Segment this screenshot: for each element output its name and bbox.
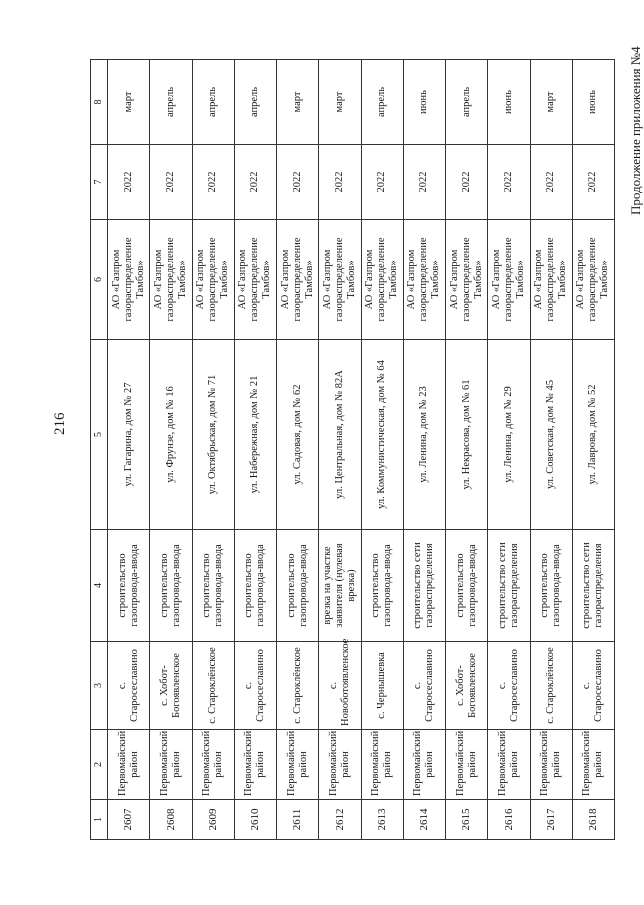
address-cell: ул. Лаврова, дом № 52: [572, 340, 614, 530]
address-cell: ул. Некрасова, дом № 61: [446, 340, 488, 530]
column-header: 8: [91, 60, 108, 145]
column-header: 1: [91, 800, 108, 840]
work-type-cell: строительство сети газораспределения: [572, 530, 614, 642]
work-type-cell: строительство газопровода-ввода: [108, 530, 150, 642]
document-table: [90, 59, 615, 840]
work-type-cell: строительство газопровода-ввода: [150, 530, 192, 642]
district-cell: Первомайский район: [192, 730, 234, 800]
address-cell: ул. Ленина, дом № 23: [403, 340, 445, 530]
address-cell: ул. Советская, дом № 45: [530, 340, 572, 530]
row-number: 2616: [488, 800, 530, 840]
district-cell: Первомайский район: [361, 730, 403, 800]
address-cell: ул. Набережная, дом № 21: [234, 340, 276, 530]
year-cell: 2022: [530, 145, 572, 220]
district-cell: Первомайский район: [319, 730, 361, 800]
page-number: 216: [52, 412, 68, 435]
settlement-cell: с. Староклёнское: [277, 642, 319, 730]
work-type-cell: строительство сети газораспределения: [403, 530, 445, 642]
district-cell: Первомайский район: [234, 730, 276, 800]
year-cell: 2022: [192, 145, 234, 220]
work-type-cell: строительство сети газораспределения: [488, 530, 530, 642]
year-cell: 2022: [361, 145, 403, 220]
year-cell: 2022: [234, 145, 276, 220]
settlement-cell: с. Староклёнское: [530, 642, 572, 730]
settlement-cell: с. Старосеславино: [572, 642, 614, 730]
district-cell: Первомайский район: [488, 730, 530, 800]
work-type-cell: строительство газопровода-ввода: [234, 530, 276, 642]
table-row: [488, 60, 530, 840]
month-cell: июнь: [572, 60, 614, 145]
work-type-cell: врезка на участке заявителя (нулевая врезка): [319, 530, 361, 642]
month-cell: июнь: [403, 60, 445, 145]
month-cell: апрель: [446, 60, 488, 145]
year-cell: 2022: [572, 145, 614, 220]
continuation-title: Продолжение приложения №4: [628, 46, 643, 215]
document-table-container: [90, 60, 615, 840]
settlement-cell: с. Старосеславино: [488, 642, 530, 730]
table-row: [572, 60, 614, 840]
month-cell: март: [530, 60, 572, 145]
work-type-cell: строительство газопровода-ввода: [446, 530, 488, 642]
organization-cell: АО «Газпром газораспределение Тамбов»: [488, 220, 530, 340]
year-cell: 2022: [277, 145, 319, 220]
work-type-cell: строительство газопровода-ввода: [530, 530, 572, 642]
organization-cell: АО «Газпром газораспределение Тамбов»: [234, 220, 276, 340]
row-number: 2613: [361, 800, 403, 840]
work-type-cell: строительство газопровода-ввода: [192, 530, 234, 642]
row-number: 2607: [108, 800, 150, 840]
table-row: [530, 60, 572, 840]
row-number: 2609: [192, 800, 234, 840]
work-type-cell: строительство газопровода-ввода: [361, 530, 403, 642]
address-cell: ул. Гагарина, дом № 27: [108, 340, 150, 530]
row-number: 2611: [277, 800, 319, 840]
settlement-cell: с. Старосеславино: [403, 642, 445, 730]
month-cell: апрель: [192, 60, 234, 145]
row-number: 2610: [234, 800, 276, 840]
settlement-cell: с. Хобот-Богоявленское: [150, 642, 192, 730]
settlement-cell: с. Чернышевка: [361, 642, 403, 730]
district-cell: Первомайский район: [277, 730, 319, 800]
column-header: 3: [91, 642, 108, 730]
month-cell: апрель: [150, 60, 192, 145]
table-row: [192, 60, 234, 840]
organization-cell: АО «Газпром газораспределение Тамбов»: [530, 220, 572, 340]
address-cell: ул. Коммунистическая, дом № 64: [361, 340, 403, 530]
table-header-row: [91, 60, 108, 840]
column-header: 6: [91, 220, 108, 340]
organization-cell: АО «Газпром газораспределение Тамбов»: [361, 220, 403, 340]
table-row: [403, 60, 445, 840]
address-cell: ул. Центральная, дом № 82А: [319, 340, 361, 530]
table-row: [277, 60, 319, 840]
table-row: [361, 60, 403, 840]
month-cell: июнь: [488, 60, 530, 145]
year-cell: 2022: [108, 145, 150, 220]
district-cell: Первомайский район: [150, 730, 192, 800]
month-cell: март: [108, 60, 150, 145]
row-number: 2615: [446, 800, 488, 840]
organization-cell: АО «Газпром газораспределение Тамбов»: [403, 220, 445, 340]
address-cell: ул. Фрунзе, дом № 16: [150, 340, 192, 530]
year-cell: 2022: [446, 145, 488, 220]
table-row: [319, 60, 361, 840]
row-number: 2614: [403, 800, 445, 840]
settlement-cell: с. Новоботоявленское: [319, 642, 361, 730]
month-cell: март: [319, 60, 361, 145]
work-type-cell: строительство газопровода-ввода: [277, 530, 319, 642]
month-cell: апрель: [361, 60, 403, 145]
table-row: [150, 60, 192, 840]
year-cell: 2022: [403, 145, 445, 220]
row-number: 2608: [150, 800, 192, 840]
organization-cell: АО «Газпром газораспределение Тамбов»: [108, 220, 150, 340]
column-header: 5: [91, 340, 108, 530]
district-cell: Первомайский район: [572, 730, 614, 800]
table-row: [446, 60, 488, 840]
organization-cell: АО «Газпром газораспределение Тамбов»: [192, 220, 234, 340]
row-number: 2618: [572, 800, 614, 840]
organization-cell: АО «Газпром газораспределение Тамбов»: [572, 220, 614, 340]
address-cell: ул. Ленина, дом № 29: [488, 340, 530, 530]
address-cell: ул. Октябрьская, дом № 71: [192, 340, 234, 530]
row-number: 2617: [530, 800, 572, 840]
table-row: [234, 60, 276, 840]
district-cell: Первомайский район: [530, 730, 572, 800]
organization-cell: АО «Газпром газораспределение Тамбов»: [446, 220, 488, 340]
row-number: 2612: [319, 800, 361, 840]
settlement-cell: с. Старосеславино: [234, 642, 276, 730]
column-header: 4: [91, 530, 108, 642]
month-cell: апрель: [234, 60, 276, 145]
settlement-cell: с. Староклёнское: [192, 642, 234, 730]
organization-cell: АО «Газпром газораспределение Тамбов»: [277, 220, 319, 340]
year-cell: 2022: [150, 145, 192, 220]
organization-cell: АО «Газпром газораспределение Тамбов»: [319, 220, 361, 340]
settlement-cell: с. Хобот-Богоявленское: [446, 642, 488, 730]
column-header: 7: [91, 145, 108, 220]
column-header: 2: [91, 730, 108, 800]
district-cell: Первомайский район: [403, 730, 445, 800]
month-cell: март: [277, 60, 319, 145]
address-cell: ул. Садовая, дом № 62: [277, 340, 319, 530]
year-cell: 2022: [319, 145, 361, 220]
district-cell: Первомайский район: [108, 730, 150, 800]
year-cell: 2022: [488, 145, 530, 220]
district-cell: Первомайский район: [446, 730, 488, 800]
settlement-cell: с. Старосеславино: [108, 642, 150, 730]
organization-cell: АО «Газпром газораспределение Тамбов»: [150, 220, 192, 340]
table-row: [108, 60, 150, 840]
